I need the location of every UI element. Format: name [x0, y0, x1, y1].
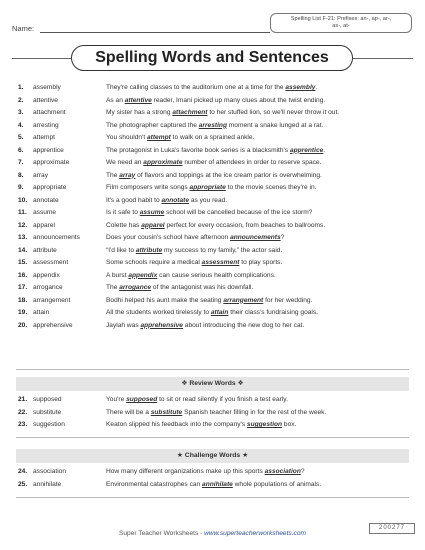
example-sentence — [106, 145, 325, 158]
spelling-word: attachment — [33, 109, 66, 116]
word-row — [18, 479, 413, 492]
sentence-keyword: attempt — [146, 134, 171, 141]
spelling-word: arrogance — [33, 284, 63, 291]
review-heading: ❖ Review Words ❖ — [16, 377, 409, 391]
sentence-end: to walk on a sprained ankle. — [170, 134, 255, 141]
word-row — [18, 182, 413, 195]
word-number: 2. — [18, 96, 24, 104]
word-number: 16. — [18, 271, 28, 279]
sentence-start: Colette has — [106, 221, 142, 229]
sentence-keyword: appropriate — [189, 184, 226, 191]
spelling-word: attempt — [33, 134, 55, 141]
word-row — [18, 170, 413, 183]
word-number: 6. — [18, 146, 24, 154]
spelling-word: substitute — [33, 408, 62, 416]
example-sentence — [106, 479, 321, 492]
sentence-end: reader, Imani picked up many clues about the twist ending. — [151, 96, 326, 104]
sentence-end: ? — [280, 234, 285, 241]
example-sentence — [106, 120, 323, 133]
sentence-end: as you read. — [189, 196, 228, 204]
word-row — [18, 407, 413, 420]
sentence-start: You're — [106, 396, 127, 403]
word-row — [18, 466, 413, 479]
word-row — [18, 157, 413, 170]
spelling-word: assessment — [33, 259, 69, 266]
word-number: 25. — [18, 480, 28, 488]
sentence-start: It's a good habit to — [106, 196, 162, 204]
page-title: Spelling Words and Sentences — [71, 45, 353, 71]
spelling-word: annotate — [33, 196, 59, 204]
sentence-start: The — [106, 171, 120, 179]
challenge-end-separator — [16, 497, 409, 498]
review-separator — [16, 369, 409, 370]
word-number: 11. — [18, 209, 27, 216]
worksheet-code: 200277 — [369, 523, 415, 534]
example-sentence — [106, 195, 227, 208]
word-number: 5. — [18, 134, 24, 141]
sentence-start: Does your cousin's school have afternoon — [106, 234, 231, 241]
sentence-end: about introducing the new dog to her cat. — [182, 321, 305, 329]
sentence-keyword: attentive — [124, 96, 152, 104]
word-row — [18, 282, 413, 295]
sentence-end: whole populations of animals. — [232, 480, 322, 488]
footer — [0, 530, 425, 537]
sentence-start: We need an — [106, 159, 144, 166]
sentence-keyword: suggestion — [246, 421, 283, 428]
sentence-start: The photographer captured the — [106, 121, 199, 129]
word-row — [18, 95, 413, 108]
sentence-keyword: annotate — [161, 196, 189, 204]
challenge-heading: ★ Challenge Words ★ — [16, 449, 409, 463]
spelling-word: suggestion — [33, 421, 65, 428]
sentence-start: Bodhi helped his aunt make the seating — [106, 296, 224, 304]
word-row — [18, 195, 413, 208]
spelling-word: appropriate — [33, 184, 67, 191]
example-sentence — [106, 220, 325, 233]
word-number: 19. — [18, 309, 28, 316]
sentence-keyword: arresting — [198, 121, 227, 129]
spelling-list-box — [270, 13, 412, 33]
sentence-keyword: assessment — [201, 259, 240, 266]
sentence-end: . — [315, 84, 318, 91]
word-number: 23. — [18, 421, 28, 428]
name-line[interactable] — [40, 32, 270, 33]
word-number: 13. — [18, 234, 28, 241]
sentence-start: Is it safe to — [106, 209, 140, 216]
sentence-start: Keaton slipped his feedback into the company's — [106, 421, 247, 428]
sentence-keyword: apparel — [141, 221, 165, 229]
word-row — [18, 295, 413, 308]
example-sentence — [106, 307, 318, 320]
sentence-end: can cause serious health complications. — [157, 271, 276, 279]
example-sentence — [106, 232, 284, 245]
word-number: 3. — [18, 109, 24, 116]
sentence-start: Environmental catastrophes can — [106, 480, 203, 488]
sentence-start: The protagonist in Luka's favorite book series is a blacksmith's — [106, 146, 290, 154]
word-row — [18, 132, 413, 145]
example-sentence — [106, 394, 288, 407]
sentence-end: to her stuffed lion, so we'll never throw it out. — [207, 109, 340, 116]
word-row — [18, 232, 413, 245]
sentence-keyword: announcements — [230, 234, 281, 241]
example-sentence — [106, 282, 253, 295]
word-number: 17. — [18, 284, 28, 291]
word-row — [18, 220, 413, 233]
word-row — [18, 307, 413, 320]
sentence-keyword: array — [119, 171, 136, 179]
spelling-word: attain — [33, 309, 50, 316]
word-row — [18, 145, 413, 158]
example-sentence — [106, 170, 322, 183]
sentence-keyword: apprehensive — [140, 321, 183, 329]
word-number: 12. — [18, 221, 28, 229]
challenge-separator — [16, 437, 409, 438]
sentence-keyword: association — [264, 468, 301, 475]
sentence-start: As an — [106, 96, 125, 104]
word-row — [18, 207, 413, 220]
word-number: 21. — [18, 396, 28, 403]
word-number: 1. — [18, 84, 24, 91]
footer-brand: Super Teacher Worksheets - — [118, 530, 205, 537]
word-row — [18, 245, 413, 258]
word-row — [18, 257, 413, 270]
word-row — [18, 419, 413, 432]
example-sentence — [106, 270, 276, 283]
sentence-start: My sister has a strong — [106, 109, 173, 116]
spelling-word: apprehensive — [33, 321, 73, 329]
list-line-2: as-, at- — [332, 23, 350, 29]
word-row — [18, 82, 413, 95]
example-sentence — [106, 407, 326, 420]
spelling-word: attentive — [33, 96, 58, 104]
sentence-start: How many different organizations make up this sports — [106, 468, 265, 475]
example-sentence — [106, 245, 282, 258]
example-sentence — [106, 207, 312, 220]
sentence-start: Some schools require a medical — [106, 259, 202, 266]
spelling-word: association — [33, 468, 66, 475]
sentence-keyword: attain — [210, 309, 229, 316]
sentence-end: to sit or read silently if you finish a test early. — [157, 396, 288, 403]
word-number: 8. — [18, 171, 24, 179]
sentence-keyword: attribute — [135, 246, 163, 254]
sentence-keyword: annihilate — [202, 480, 233, 488]
word-row — [18, 270, 413, 283]
word-number: 14. — [18, 246, 28, 254]
sentence-start: The — [106, 284, 120, 291]
example-sentence — [106, 320, 304, 333]
word-row — [18, 107, 413, 120]
spelling-word: arresting — [33, 121, 59, 129]
word-number: 20. — [18, 321, 28, 329]
word-number: 18. — [18, 296, 28, 304]
sentence-keyword: assembly — [285, 84, 316, 91]
sentence-start: They're calling classes to the auditorium one at a time for the — [106, 84, 286, 91]
sentence-keyword: arrogance — [119, 284, 152, 291]
sentence-keyword: appendix — [128, 271, 158, 279]
example-sentence — [106, 95, 325, 108]
word-number: 22. — [18, 408, 28, 416]
sentence-keyword: supposed — [126, 396, 158, 403]
sentence-end: for her wedding. — [263, 296, 313, 304]
word-row — [18, 394, 413, 407]
sentence-keyword: attachment — [172, 109, 208, 116]
spelling-word: attribute — [33, 246, 57, 254]
sentence-start: A burst — [106, 271, 129, 279]
word-number: 9. — [18, 184, 24, 191]
sentence-start: Jaylah was — [106, 321, 141, 329]
sentence-end: to the movie scenes they're in. — [225, 184, 317, 191]
sentence-start: All the students worked tirelessly to — [106, 309, 211, 316]
sentence-keyword: assume — [139, 209, 165, 216]
word-number: 4. — [18, 121, 24, 129]
example-sentence — [106, 257, 282, 270]
sentence-keyword: arrangement — [223, 296, 264, 304]
sentence-end: perfect for every occasion, from beaches to ballrooms. — [164, 221, 326, 229]
sentence-end: box. — [282, 421, 297, 428]
sentence-start: Film composers write songs — [106, 184, 190, 191]
sentence-end: number of attendees in order to reserve space. — [182, 159, 322, 166]
word-row — [18, 320, 413, 333]
spelling-word: arrangement — [33, 296, 71, 304]
example-sentence — [106, 419, 296, 432]
word-number: 24. — [18, 468, 28, 475]
word-number: 10. — [18, 196, 28, 204]
sentence-start: You shouldn't — [106, 134, 147, 141]
sentence-end: of flavors and toppings at the ice cream parlor is overwhelming. — [135, 171, 322, 179]
spelling-word: approximate — [33, 159, 70, 166]
spelling-word: array — [33, 171, 49, 179]
name-label: Name: — [12, 24, 35, 33]
sentence-keyword: approximate — [143, 159, 183, 166]
sentence-end: my success to my family,” the actor said. — [162, 246, 283, 254]
sentence-start: There will be a — [106, 408, 151, 416]
sentence-keyword: apprentice — [289, 146, 324, 154]
main-word-list — [18, 82, 413, 332]
sentence-keyword: substitute — [150, 408, 183, 416]
footer-url[interactable]: www.superteacherworksheets.com — [204, 530, 307, 537]
example-sentence — [106, 132, 254, 145]
sentence-end: school will be cancelled because of the ice storm? — [164, 209, 313, 216]
sentence-end: their class's fundraising goals. — [228, 309, 319, 316]
sentence-end: ? — [300, 468, 305, 475]
sentence-end: Spanish teacher filling in for the rest of the week. — [182, 408, 327, 416]
challenge-word-list — [18, 466, 413, 491]
spelling-word: appendix — [33, 271, 60, 279]
example-sentence — [106, 157, 321, 170]
sentence-end: moment a snake lunged at a rat. — [226, 121, 324, 129]
spelling-word: announcements — [33, 234, 80, 241]
review-word-list — [18, 394, 413, 432]
word-number: 7. — [18, 159, 24, 166]
sentence-end: . — [323, 146, 326, 154]
spelling-word: apprentice — [33, 146, 64, 154]
sentence-start: “I'd like to — [106, 246, 136, 254]
spelling-word: apparel — [33, 221, 55, 229]
word-row — [18, 120, 413, 133]
spelling-word: annihilate — [33, 480, 62, 488]
spelling-word: assembly — [33, 84, 61, 91]
example-sentence — [106, 182, 317, 195]
spelling-word: assume — [33, 209, 57, 216]
list-line-1: Spelling List F-21: Prefixes: an-, ap-, ar-, — [290, 16, 392, 22]
sentence-end: of the antagonist was his downfall. — [151, 284, 254, 291]
spelling-word: supposed — [33, 396, 62, 403]
example-sentence — [106, 107, 339, 120]
sentence-end: to play sports. — [239, 259, 283, 266]
word-number: 15. — [18, 259, 28, 266]
example-sentence — [106, 466, 305, 479]
example-sentence — [106, 295, 312, 308]
example-sentence — [106, 82, 317, 95]
